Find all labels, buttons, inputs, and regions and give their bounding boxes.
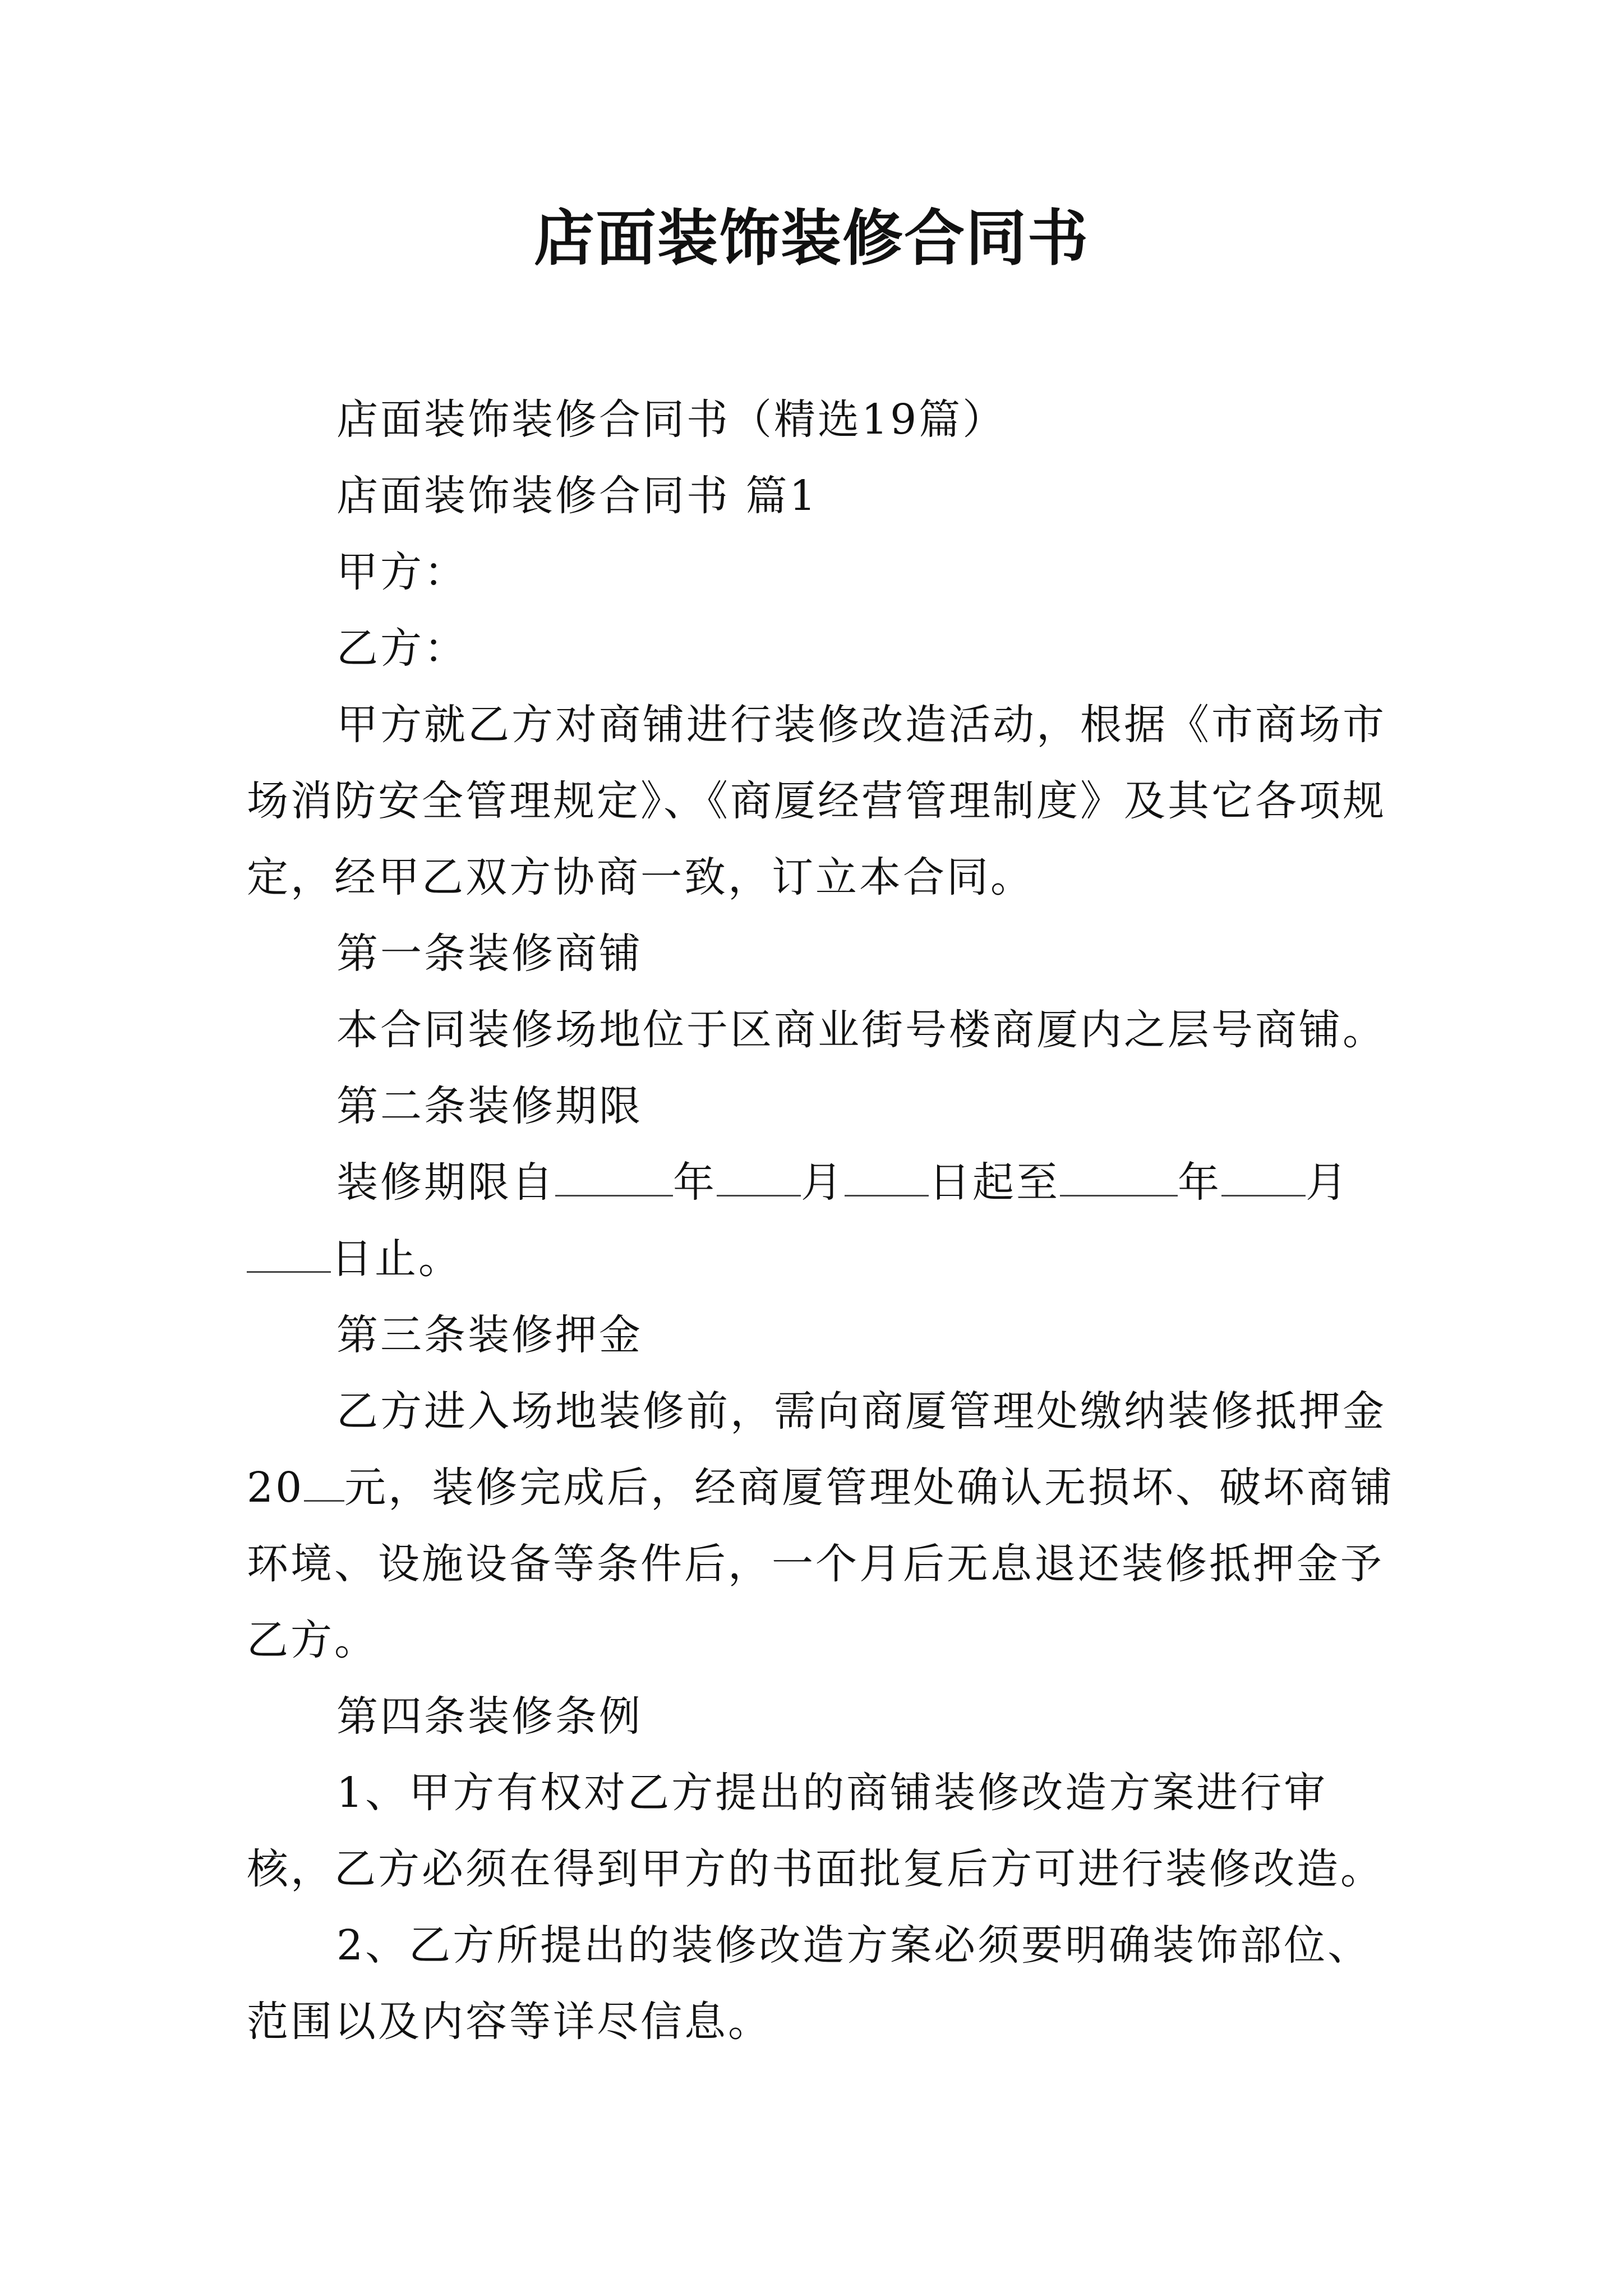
blank-start-day <box>845 1154 929 1197</box>
section-heading: 店面装饰装修合同书 篇1 <box>336 472 818 520</box>
article1-heading: 第一条装修商铺 <box>336 930 643 978</box>
article2-text-part7: 日止。 <box>331 1235 462 1283</box>
article2-text-part2: 年 <box>673 1158 717 1207</box>
article2-text <box>247 1144 1396 1297</box>
article3-text <box>247 1373 1396 1678</box>
article4-heading: 第四条装修条例 <box>336 1692 643 1741</box>
intro-paragraph: 甲方就乙方对商铺进行装修改造活动，根据《市商场市场消防安全管理规定》、《商厦经营管理制度》及其它各项规定，经甲乙双方协商一致，订立本合同。 <box>247 701 1386 901</box>
article2-heading: 第二条装修期限 <box>336 1082 643 1130</box>
party-b-label: 乙方： <box>336 624 468 673</box>
blank-start-year <box>555 1154 673 1197</box>
article2-text-part1: 装修期限自 <box>336 1158 555 1207</box>
article1-text: 本合同装修场地位于区商业街号楼商厦内之层号商铺。 <box>336 1006 1386 1054</box>
document-title: 店面装饰装修合同书 <box>533 203 1089 274</box>
article3-text-part2: 元，装修完成后，经商厦管理处确认无损坏、破坏商铺环境、设施设备等条件后，一个月后无息退还装修抵押金予乙方。 <box>247 1464 1395 1664</box>
subtitle: 店面装饰装修合同书（精选19篇） <box>336 395 1007 444</box>
article4-item2: 2、乙方所提出的装修改造方案必须要明确装饰部位、范围以及内容等详尽信息。 <box>247 1921 1372 2046</box>
blank-end-month <box>1221 1154 1306 1197</box>
article2-text-part6: 月 <box>1306 1158 1349 1207</box>
blank-end-day <box>247 1231 331 1273</box>
blank-start-month <box>717 1154 801 1197</box>
article3-heading: 第三条装修押金 <box>336 1311 643 1359</box>
article2-text-part3: 月 <box>801 1158 845 1207</box>
party-a-label: 甲方： <box>336 548 468 596</box>
article3-text-part1: 乙方进入场地装修前，需向商厦管理处缴纳装修抵押金20 <box>247 1387 1386 1512</box>
article2-text-part5: 年 <box>1178 1158 1221 1207</box>
article2-text-part4: 日起至 <box>929 1158 1060 1207</box>
blank-end-year <box>1060 1154 1178 1197</box>
document-body <box>247 381 1396 2060</box>
blank-deposit <box>304 1460 344 1502</box>
article4-item1: 1、甲方有权对乙方提出的商铺装修改造方案进行审核，乙方必须在得到甲方的书面批复后方可进行装修改造。 <box>247 1769 1384 1893</box>
